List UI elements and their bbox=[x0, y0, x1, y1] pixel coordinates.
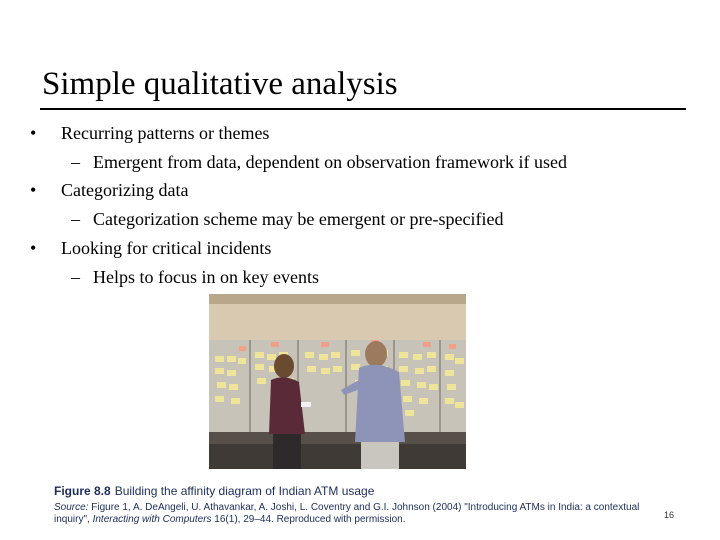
bullet-marker: • bbox=[30, 238, 37, 258]
dash-marker: – bbox=[71, 209, 80, 229]
source-journal: Interacting with Computers bbox=[92, 514, 212, 525]
dash-marker: – bbox=[71, 267, 80, 287]
title-divider bbox=[40, 108, 686, 110]
source-prefix: Source: bbox=[54, 502, 89, 513]
bullet-text: Recurring patterns or themes bbox=[61, 123, 270, 143]
bullet-item bbox=[30, 179, 188, 201]
sub-bullet-item bbox=[71, 266, 319, 288]
affinity-diagram-photo bbox=[209, 294, 466, 469]
bullet-marker: • bbox=[30, 180, 37, 200]
sub-bullet-item bbox=[71, 151, 567, 173]
bullet-text: Helps to focus in on key events bbox=[93, 267, 319, 287]
figure-title: Building the affinity diagram of Indian ATM usage bbox=[114, 484, 375, 498]
bullet-text: Categorization scheme may be emergent or pre-specified bbox=[93, 209, 504, 229]
bullet-marker: • bbox=[30, 123, 37, 143]
slide-title: Simple qualitative analysis bbox=[42, 66, 398, 102]
page-number: 16 bbox=[664, 510, 675, 520]
bullet-text: Emergent from data, dependent on observation framework if used bbox=[93, 152, 568, 172]
figure-source bbox=[54, 502, 644, 526]
source-suffix: 16(1), 29–44. Reproduced with permission. bbox=[211, 514, 406, 525]
bullet-text: Categorizing data bbox=[61, 180, 189, 200]
sub-bullet-item bbox=[71, 208, 504, 230]
figure-label: Figure 8.8 bbox=[54, 484, 111, 498]
bullet-item bbox=[30, 122, 269, 144]
dash-marker: – bbox=[71, 152, 80, 172]
figure-caption bbox=[54, 484, 374, 498]
source-text: Figure 1, A. DeAngeli, U. Athavankar, A. Joshi, L. Coventry and G.I. Johnson (2004) "Introducing ATMs in India: a contextual inquiry", bbox=[54, 502, 640, 525]
bullet-item bbox=[30, 237, 271, 259]
bullet-text: Looking for critical incidents bbox=[61, 238, 272, 258]
